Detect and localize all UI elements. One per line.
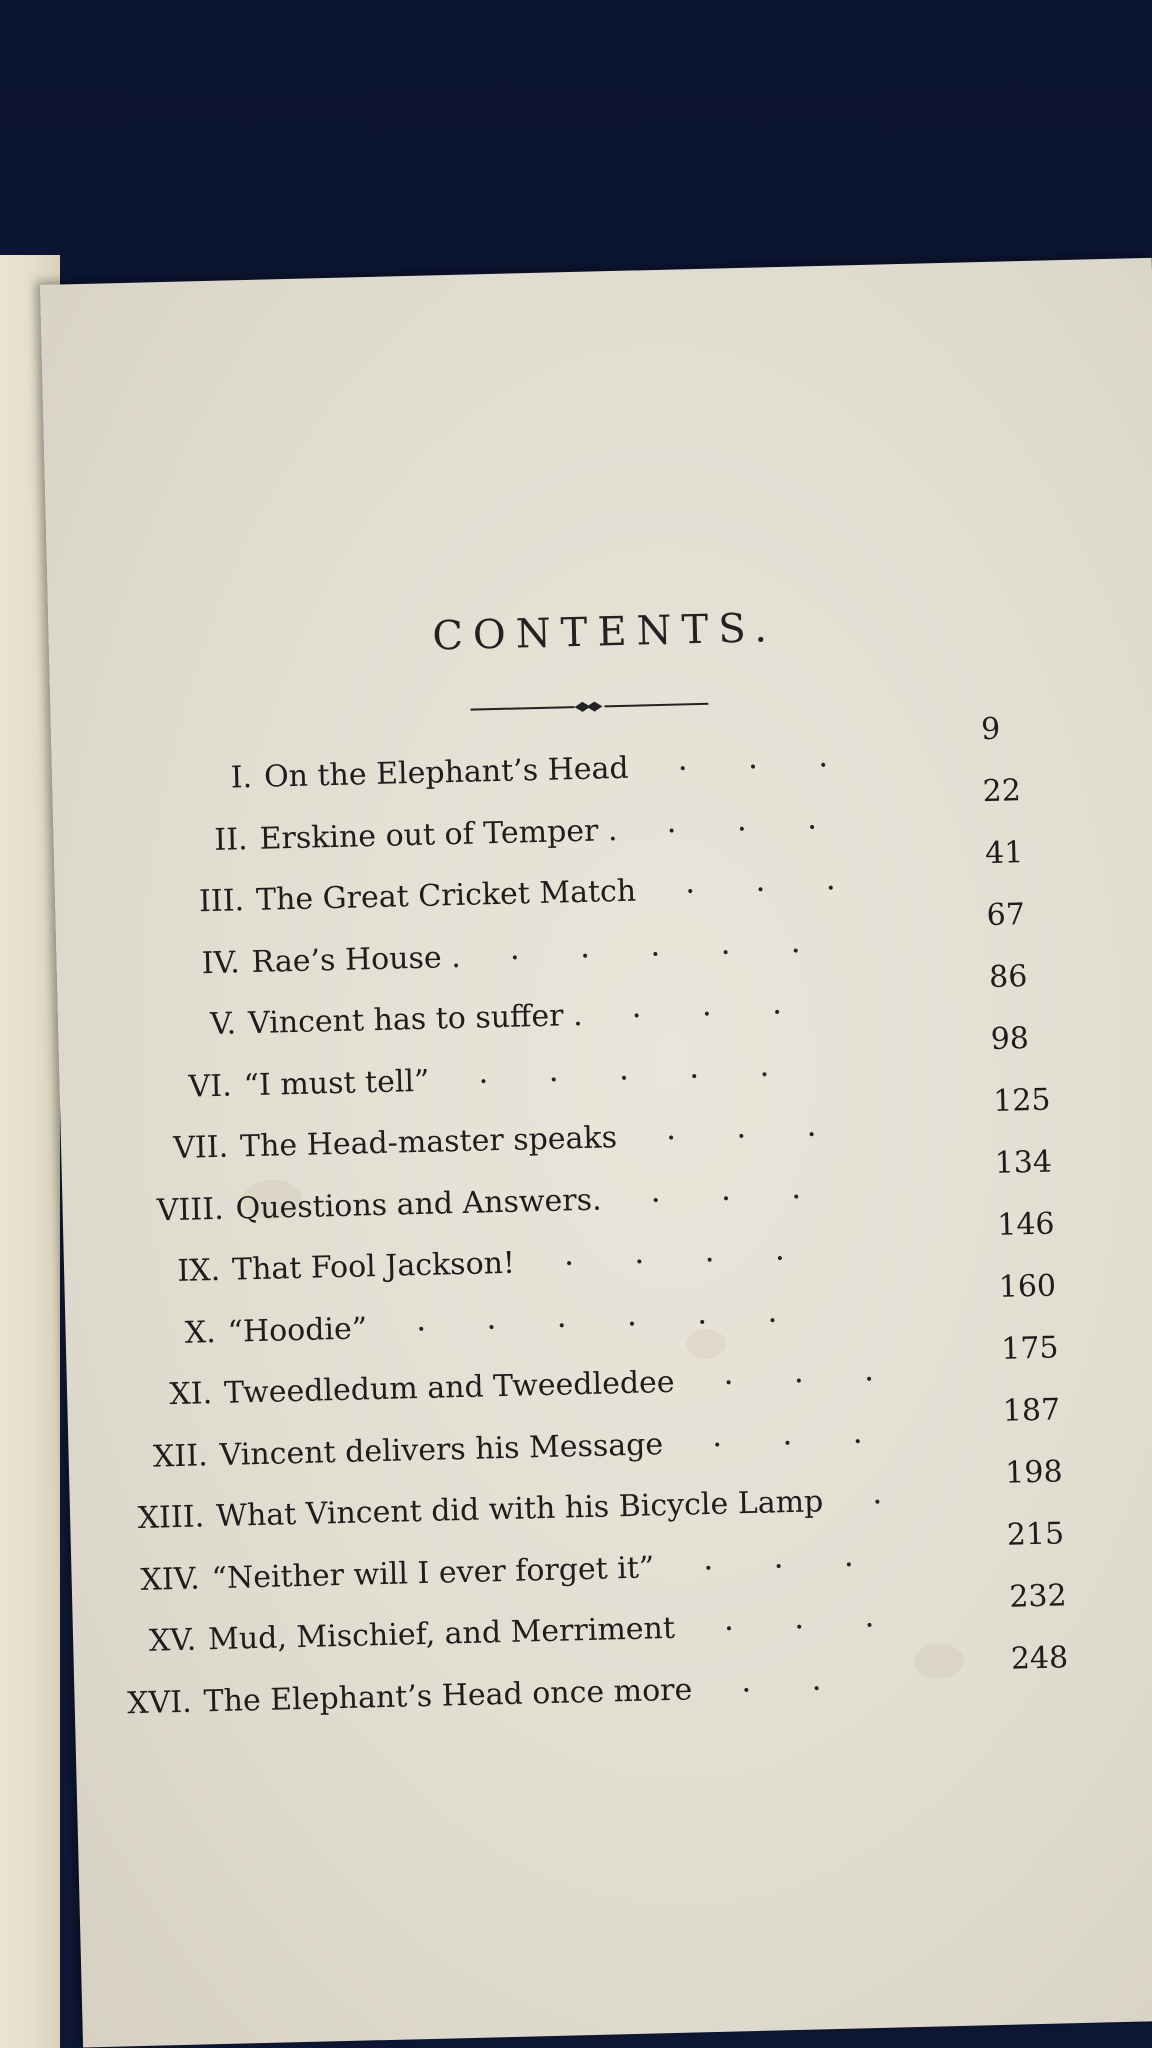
chapter-title: What Vincent did with his Bicycle Lamp [215, 1484, 824, 1535]
chapter-numeral: VII. [172, 1129, 229, 1166]
page-title: CONTENTS. [431, 605, 778, 660]
chapter-title: Tweedledum and Tweedledee [223, 1364, 675, 1411]
dot-leader: ••• [712, 1432, 925, 1454]
chapter-numeral: X. [184, 1314, 217, 1351]
dot-leader: • [873, 1493, 944, 1512]
dot-leader: ••• [724, 1370, 936, 1392]
chapter-numeral: XVI. [126, 1684, 193, 1721]
table-of-contents [52, 711, 1152, 1721]
page-number: 160 [998, 1268, 1057, 1305]
chapter-numeral: XII. [152, 1437, 209, 1475]
dot-leader: ••• [704, 1555, 916, 1577]
chapter-numeral: XV. [148, 1622, 197, 1659]
dot-leader: ••• [724, 1616, 936, 1638]
dot-leader: ••••• [479, 1065, 831, 1090]
chapter-title: Erskine out of Temper . [259, 812, 618, 857]
chapter-title: That Fool Jackson! [231, 1245, 516, 1288]
page-number: 86 [988, 959, 1028, 996]
chapter-title: Vincent has to suffer . [247, 997, 583, 1042]
chapter-title: “I must tell” [243, 1063, 430, 1103]
toc-entry [21, 1640, 1122, 1739]
chapter-numeral: XIII. [137, 1499, 205, 1536]
book-page [40, 258, 1152, 2048]
dot-leader: •• [742, 1679, 883, 1699]
page-number: 215 [1006, 1516, 1065, 1553]
page-number: 248 [1010, 1640, 1069, 1677]
dot-leader: ••• [678, 756, 890, 778]
page-number: 146 [996, 1206, 1055, 1243]
chapter-title: The Head-master speaks [239, 1120, 618, 1165]
page-number: 67 [986, 897, 1026, 934]
page-number: 198 [1004, 1454, 1063, 1491]
dot-leader: ••• [632, 1003, 844, 1025]
chapter-title: “Neither will I ever forget it” [211, 1549, 655, 1596]
page-number: 41 [984, 835, 1024, 872]
dot-leader: ••••• [510, 941, 863, 967]
dot-leader: ••• [667, 818, 879, 840]
chapter-numeral: VI. [188, 1068, 233, 1105]
dot-leader: •••• [564, 1249, 847, 1273]
chapter-numeral: XIV. [140, 1560, 201, 1598]
page-number: 175 [1000, 1330, 1059, 1367]
page-number: 22 [982, 773, 1022, 810]
chapter-title: On the Elephant’s Head [263, 750, 630, 795]
chapter-numeral: XI. [168, 1376, 213, 1413]
dot-leader: •••••• [416, 1311, 839, 1338]
chapter-numeral: III. [198, 883, 245, 920]
chapter-title: Mud, Mischief, and Merriment [207, 1610, 676, 1658]
chapter-numeral: IX. [176, 1252, 221, 1289]
page-number: 134 [994, 1144, 1053, 1181]
page-number: 9 [980, 711, 1001, 748]
page-number: 98 [990, 1021, 1030, 1057]
chapter-numeral: II. [213, 821, 249, 858]
dot-leader: ••• [651, 1187, 863, 1209]
page-number: 187 [1002, 1392, 1061, 1429]
chapter-numeral: V. [209, 1006, 237, 1043]
chapter-title: Rae’s House . [251, 939, 462, 980]
title-ornament [470, 697, 708, 717]
dot-leader: ••• [666, 1125, 878, 1147]
chapter-numeral: IV. [201, 944, 241, 981]
page-number: 125 [992, 1082, 1051, 1119]
chapter-title: The Elephant’s Head once more [203, 1671, 693, 1719]
dot-leader: ••• [685, 879, 898, 901]
chapter-numeral: VIII. [156, 1191, 225, 1228]
chapter-title: “Hoodie” [227, 1310, 368, 1350]
chapter-title: Vincent delivers his Message [219, 1426, 664, 1473]
chapter-title: Questions and Answers. [235, 1182, 603, 1226]
page-number: 232 [1008, 1578, 1068, 1615]
chapter-numeral: I. [230, 759, 253, 796]
chapter-title: The Great Cricket Match [255, 873, 637, 918]
